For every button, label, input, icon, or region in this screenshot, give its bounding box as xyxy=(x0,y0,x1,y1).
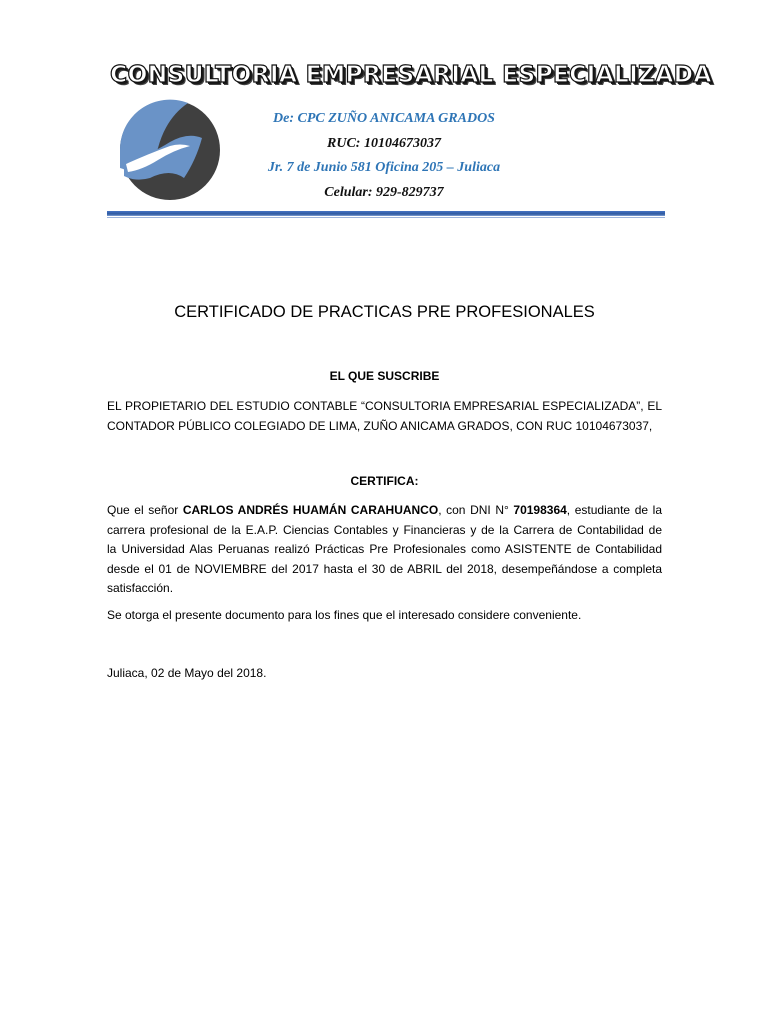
company-name: CONSULTORIA EMPRESARIAL ESPECIALIZADA xyxy=(110,60,712,88)
intern-name: CARLOS ANDRÉS HUAMÁN CARAHUANCO xyxy=(182,503,439,517)
phone-line: Celular: 929-829737 xyxy=(324,185,444,200)
header-divider-thin xyxy=(107,217,665,218)
company-logo xyxy=(118,98,222,202)
date-line: Juliaca, 02 de Mayo del 2018. xyxy=(107,666,267,680)
body-line: desde el 01 de NOVIEMBRE del 2017 hasta el 30 de ABRIL del 2018, desempeñándose a completa xyxy=(107,561,662,576)
purpose-line: Se otorga el presente documento para los fines que el interesado considere conveniente. xyxy=(107,608,582,622)
body-prefix: Que el señor xyxy=(107,503,183,517)
intro-line: EL PROPIETARIO DEL ESTUDIO CONTABLE “CONSULTORIA EMPRESARIAL ESPECIALIZADA”, EL xyxy=(107,399,662,413)
body-line: carrera profesional de la E.A.P. Ciencias Contables y Financieras y de la Carrera de Contabilidad de xyxy=(107,522,662,537)
from-line: De: CPC ZUÑO ANICAMA GRADOS xyxy=(273,111,495,126)
body-line1-suffix: , estudiante de la xyxy=(566,503,662,517)
body-line: satisfacción. xyxy=(107,581,174,595)
address-line: Jr. 7 de Junio 581 Oficina 205 – Juliaca xyxy=(267,160,501,175)
body-line xyxy=(107,501,662,521)
intro-line: CONTADOR PÚBLICO COLEGIADO DE LIMA, ZUÑO ANICAMA GRADOS, CON RUC 10104673037, xyxy=(107,418,653,433)
certifies-heading: CERTIFICA: xyxy=(350,474,419,488)
intro-paragraph xyxy=(107,397,662,436)
document-title: CERTIFICADO DE PRACTICAS PRE PROFESIONALES xyxy=(174,303,595,321)
certificate-body xyxy=(107,501,662,599)
header-divider xyxy=(107,211,665,216)
subscriber-heading: EL QUE SUSCRIBE xyxy=(329,369,440,383)
dni-prefix: , con DNI N° xyxy=(438,503,514,517)
body-line: la Universidad Alas Peruanas realizó Prácticas Pre Profesionales como ASISTENTE de Contabilidad xyxy=(107,542,662,556)
dni-number: 70198364 xyxy=(513,503,567,517)
ruc-line: RUC: 10104673037 xyxy=(327,136,441,151)
